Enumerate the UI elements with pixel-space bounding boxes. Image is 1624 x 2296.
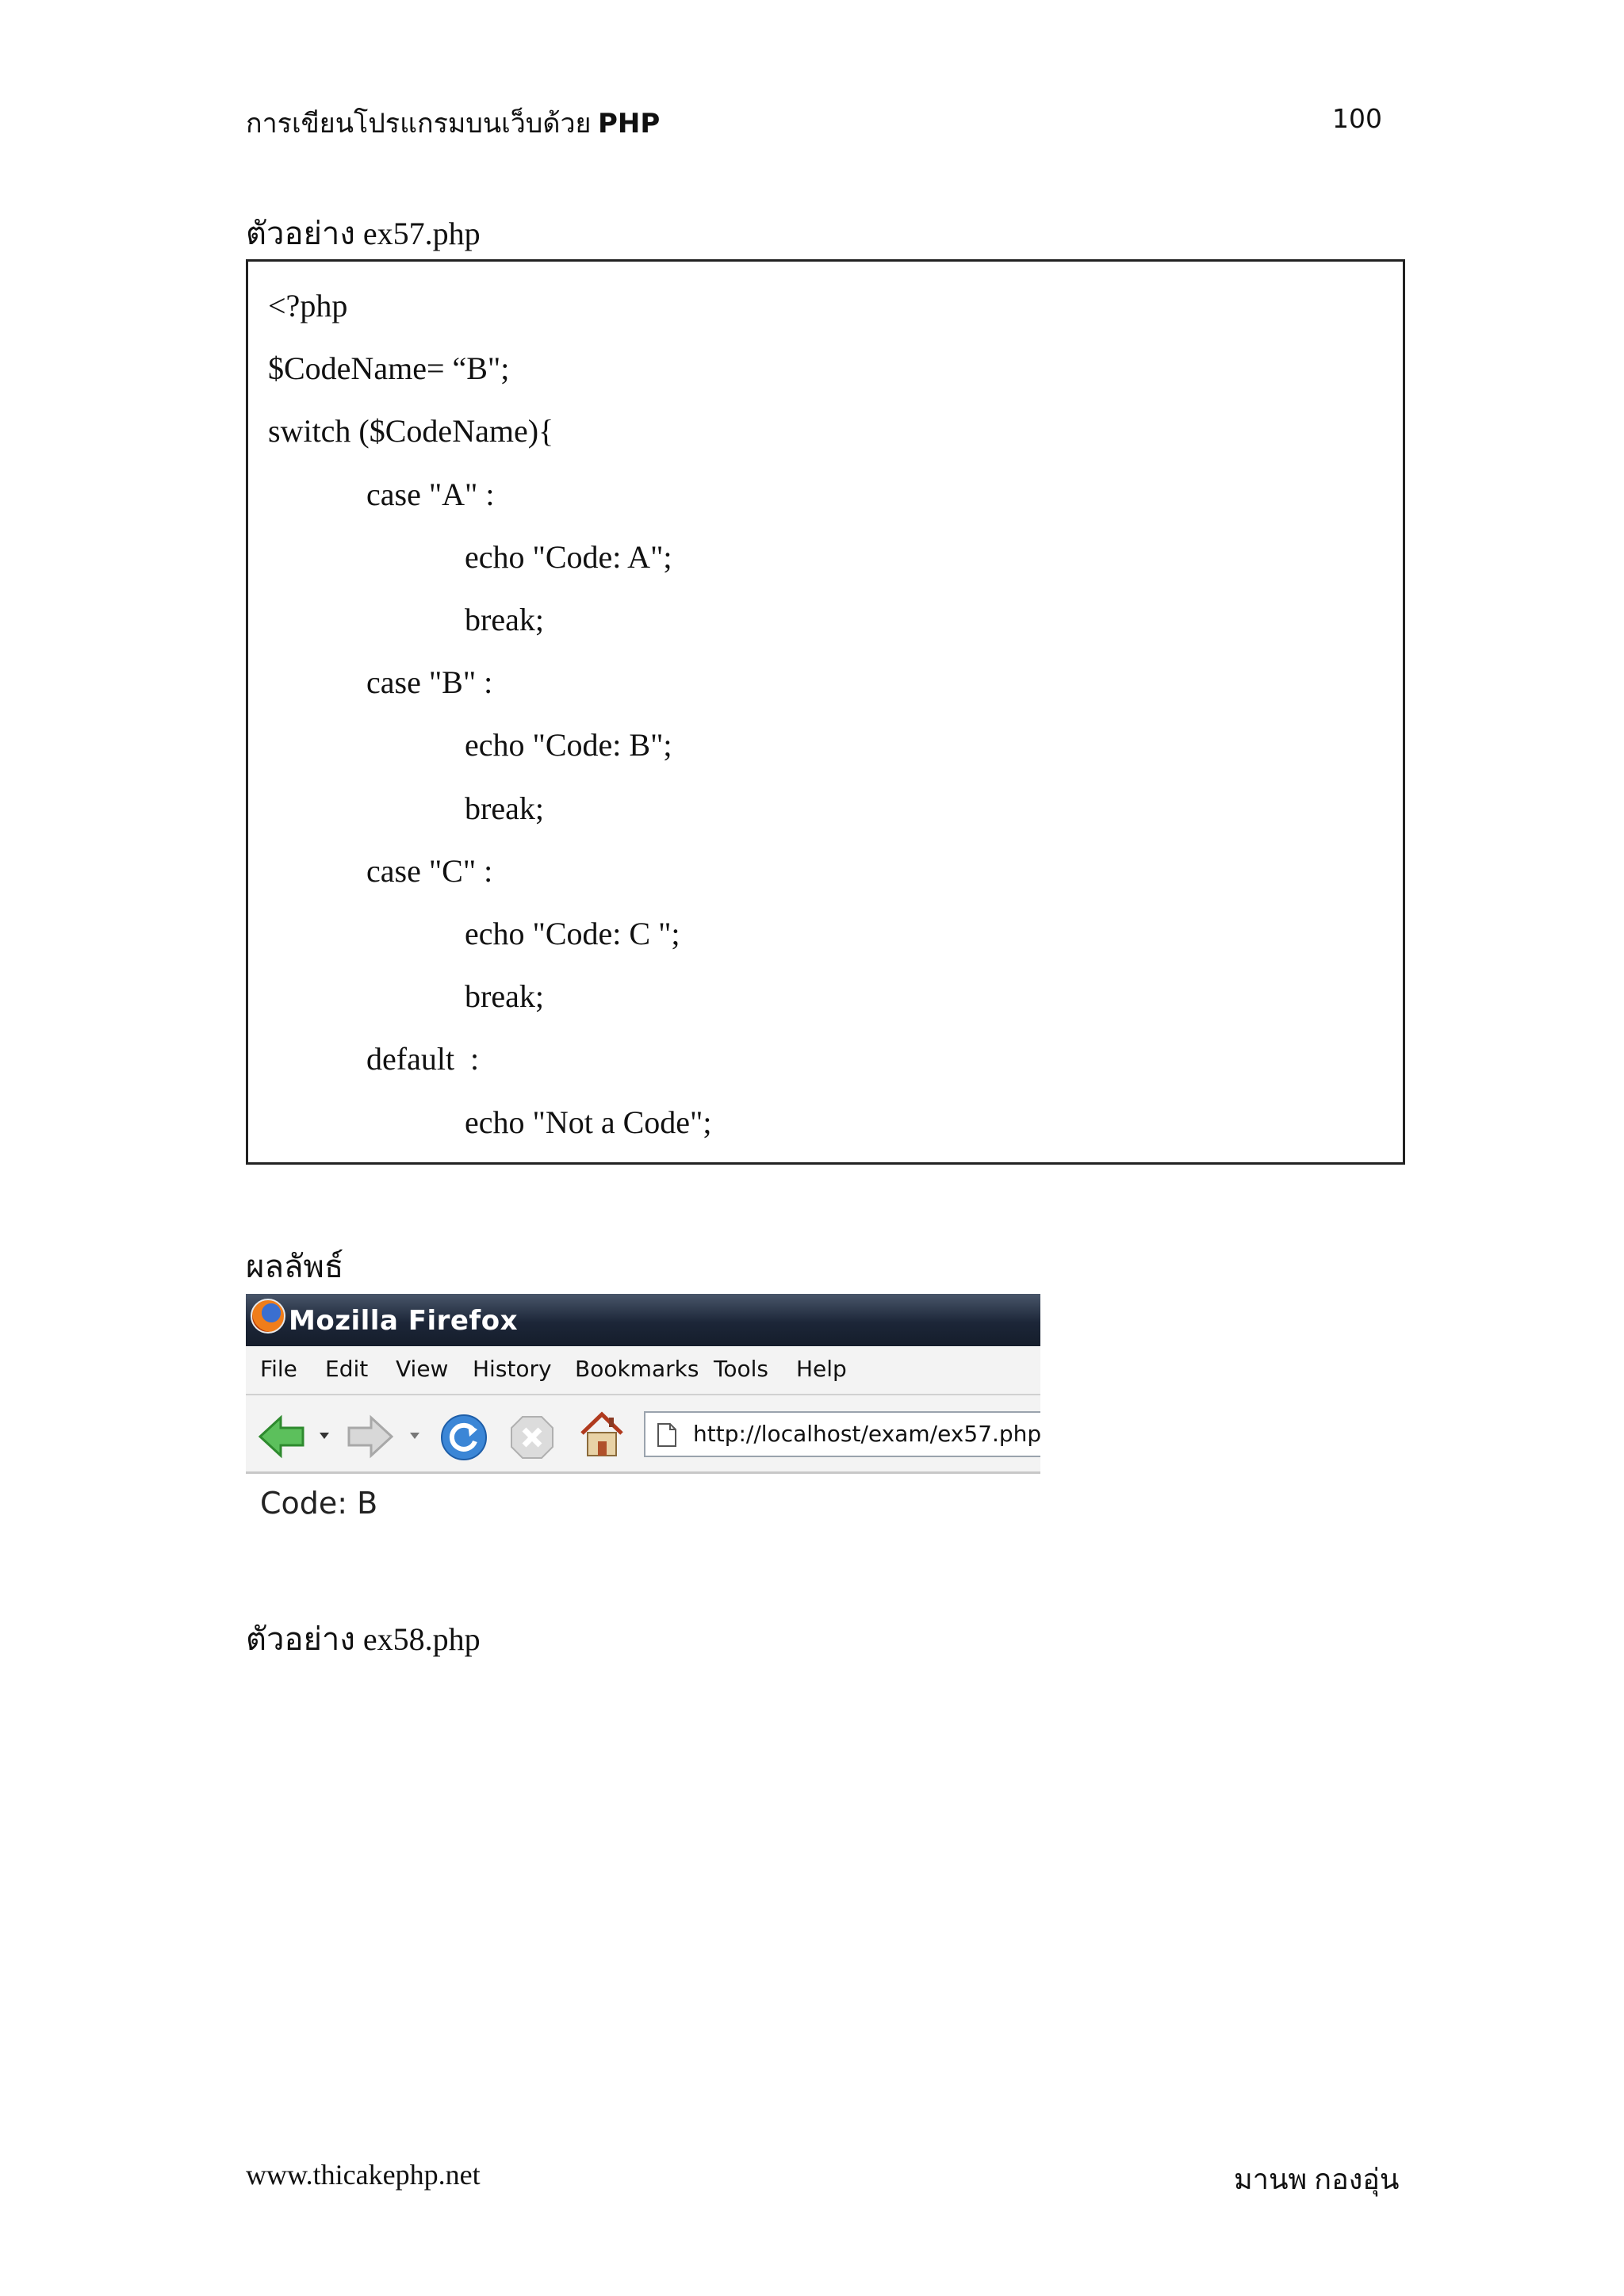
stop-icon[interactable] — [509, 1414, 555, 1460]
menu-history[interactable]: History — [473, 1356, 552, 1382]
code-line: case "A" : — [366, 476, 495, 512]
browser-navigation-toolbar — [246, 1395, 1040, 1474]
code-line: <?php — [268, 288, 348, 323]
menu-bookmarks[interactable]: Bookmarks — [575, 1356, 699, 1382]
back-dropdown-icon[interactable] — [319, 1432, 330, 1440]
menu-file[interactable]: File — [260, 1356, 297, 1382]
page-icon — [657, 1422, 677, 1448]
code-line: echo "Code: C "; — [465, 916, 680, 951]
menu-tools[interactable]: Tools — [714, 1356, 768, 1382]
footer-website: www.thicakephp.net — [246, 2159, 481, 2191]
header-title-php: PHP — [597, 108, 661, 140]
menu-edit[interactable]: Edit — [325, 1356, 369, 1382]
url-text[interactable]: http://localhost/exam/ex57.php — [693, 1421, 1042, 1447]
code-listing-box — [246, 259, 1405, 1165]
browser-screenshot — [246, 1294, 1040, 1471]
code-line: break; — [465, 602, 544, 637]
code-line: default : — [366, 1041, 480, 1077]
example-ex57-label: ตัวอย่าง ex57.php — [246, 216, 481, 251]
window-title: Mozilla Firefox — [289, 1305, 519, 1337]
header-title-thai: การเขียนโปรแกรมบนเว็บด้วย — [246, 109, 598, 139]
code-line: switch ($CodeName){ — [268, 413, 554, 450]
code-line: echo "Code: B"; — [465, 727, 672, 763]
menu-help[interactable]: Help — [796, 1356, 847, 1382]
code-line: break; — [465, 790, 544, 826]
page-number: 100 — [1332, 103, 1382, 134]
example-ex58-label: ตัวอย่าง ex58.php — [246, 1621, 481, 1657]
result-label: ผลลัพธ์ — [246, 1249, 344, 1284]
browser-titlebar — [246, 1294, 1040, 1346]
code-line: break; — [465, 978, 544, 1015]
firefox-logo-icon — [251, 1299, 285, 1334]
footer-author: มานพ กองอุ่น — [1234, 2164, 1400, 2195]
code-line: case "C" : — [366, 852, 493, 889]
forward-arrow-icon[interactable] — [346, 1414, 395, 1459]
code-line: case "B" : — [366, 664, 493, 701]
back-arrow-icon[interactable] — [257, 1414, 306, 1459]
code-line: echo "Code: A"; — [465, 538, 672, 575]
page-output-text: Code: B — [260, 1486, 378, 1521]
running-header-title — [246, 101, 660, 144]
menu-view[interactable]: View — [396, 1356, 449, 1382]
forward-dropdown-icon[interactable] — [409, 1432, 420, 1440]
code-line: echo "Not a Code"; — [465, 1104, 712, 1140]
address-bar[interactable] — [644, 1411, 1040, 1457]
reload-icon[interactable] — [439, 1413, 488, 1462]
home-icon[interactable] — [577, 1410, 626, 1459]
browser-menubar — [246, 1346, 1040, 1395]
code-line: $CodeName= “B"; — [268, 350, 510, 387]
